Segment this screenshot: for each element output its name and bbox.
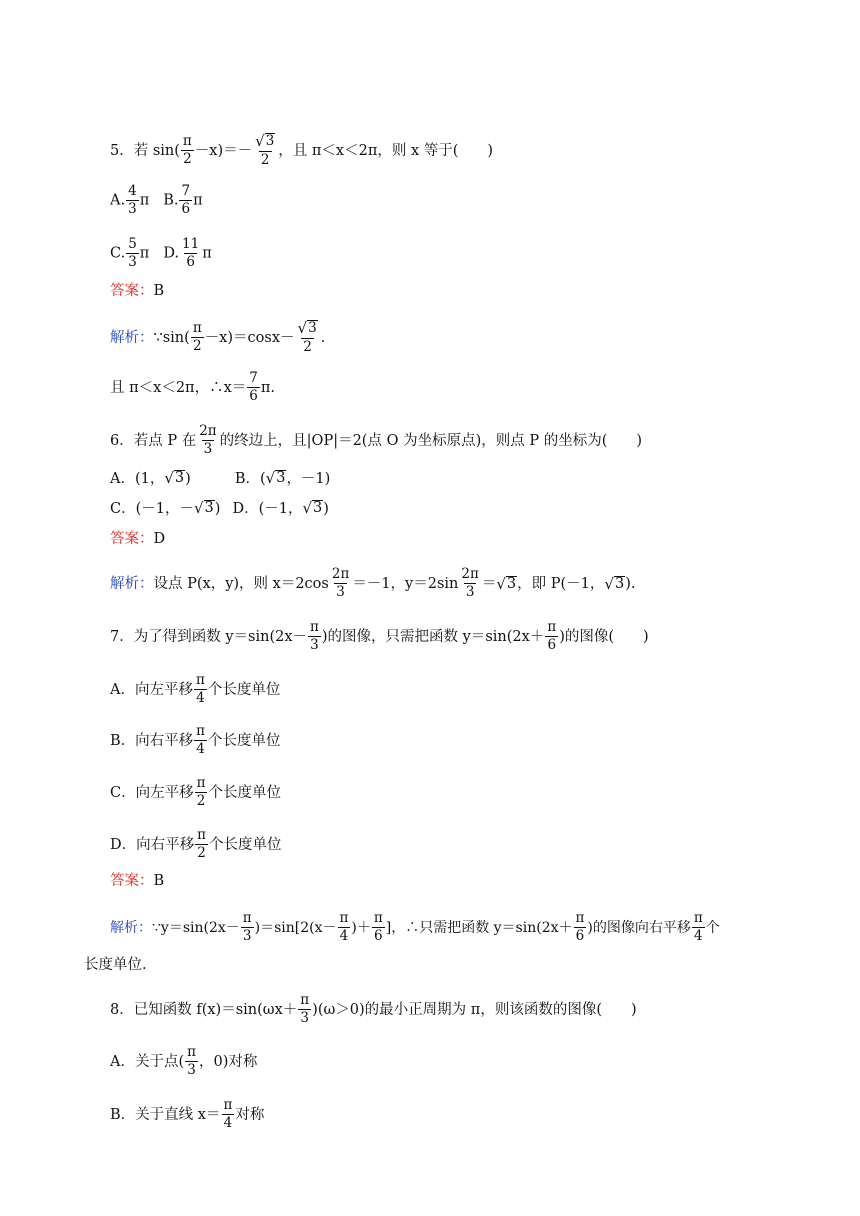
- q5-option-b: B. $\frac{7}{6}$ π: [163, 183, 203, 217]
- q6-stem: 6．若点 P 在 $\frac{2\pi}{3}$ 的终边上，且|OP|＝2(点 O 为坐标原点)，则点 P 的坐标为( ): [110, 423, 643, 457]
- q6-options-ab: [110, 469, 330, 489]
- q6-option-c: C．(－1，－ √ 3 ): [110, 499, 221, 517]
- q6-option-a: A．(1， √ 3 ): [110, 469, 191, 487]
- q7-explanation-line2: 长度单位.: [84, 957, 147, 973]
- q6-options-cd: [110, 499, 329, 519]
- q6-answer: 答案： D: [110, 531, 166, 547]
- q7-option-b: B．向右平移 $\frac{\pi}{4}$ 个长度单位: [110, 723, 281, 757]
- q7-option-c: C．向左平移 $\frac{\pi}{2}$ 个长度单位: [110, 775, 281, 809]
- q8-stem: 8．已知函数 f(x)＝sin(ωx＋ $\frac{\pi}{3}$ )(ω＞0)的最小正周期为 π，则该函数的图像( ): [110, 992, 637, 1026]
- q5-stem: 5．若 sin( $\frac{\pi}{2}$ －x)＝－ √ 3 2 ，且 π＜x＜2π，则 x 等于( ): [110, 132, 494, 168]
- q6-explanation: 解析： 设点 P(x，y)，则 x＝2cos $\frac{2\pi}{3}$ ＝－1，y＝2sin $\frac{2\pi}{3}$ ＝ √ 3 ，即 P(－1， √ 3 ).: [110, 566, 636, 600]
- q8-option-a: A．关于点( $\frac{\pi}{3}$ ，0)对称: [110, 1044, 258, 1078]
- q8-option-b: B．关于直线 x＝ $\frac{\pi}{4}$ 对称: [110, 1097, 265, 1131]
- q7-option-a: A．向左平移 $\frac{\pi}{4}$ 个长度单位: [110, 672, 281, 706]
- q5-explanation-line1: 解析： ∵sin( $\frac{\pi}{2}$ －x)＝cosx－ √ 3 2 .: [110, 319, 326, 355]
- q5-options-ab: [110, 184, 203, 217]
- q5-options-cd: [110, 237, 212, 270]
- q5-option-d: D. $\frac{11}{6}$ π: [163, 236, 212, 270]
- q5-option-c: C. $\frac{5}{3}$ π: [110, 236, 150, 270]
- fraction: $\frac{\pi}{2}$: [182, 133, 192, 167]
- q7-option-d: D．向右平移 $\frac{\pi}{2}$ 个长度单位: [110, 827, 282, 861]
- q7-explanation-line1: 解析： ∵y＝sin(2x－ $\frac{\pi}{3}$ )＝sin[2(x－ $\frac{\pi}{4}$ )＋ $\frac{\pi}{6}$ ]，∴只需把函数 y＝sin(2x＋ $\frac{\pi}{6}$ )的图像向右平移 $\frac{\pi}{4}$ 个: [110, 910, 720, 944]
- q7-stem: 7．为了得到函数 y＝sin(2x－ $\frac{\pi}{3}$ )的图像，只需把函数 y＝sin(2x＋ $\frac{\pi}{6}$ )的图像( ): [110, 619, 649, 653]
- fraction: √ 3 2: [255, 132, 275, 168]
- q7-answer: 答案： B: [110, 873, 165, 889]
- q5-answer: 答案： B: [110, 283, 165, 299]
- q5-option-a: A. $\frac{4}{3}$ π: [110, 183, 150, 217]
- q5-explanation-line2: 且 π＜x＜2π，∴x＝ $\frac{7}{6}$ π.: [110, 370, 275, 404]
- sqrt: √ 3: [255, 132, 275, 150]
- q6-option-d: D．(－1， √ 3 ): [232, 499, 329, 517]
- q6-option-b: B．( √ 3 ，－1): [234, 469, 331, 487]
